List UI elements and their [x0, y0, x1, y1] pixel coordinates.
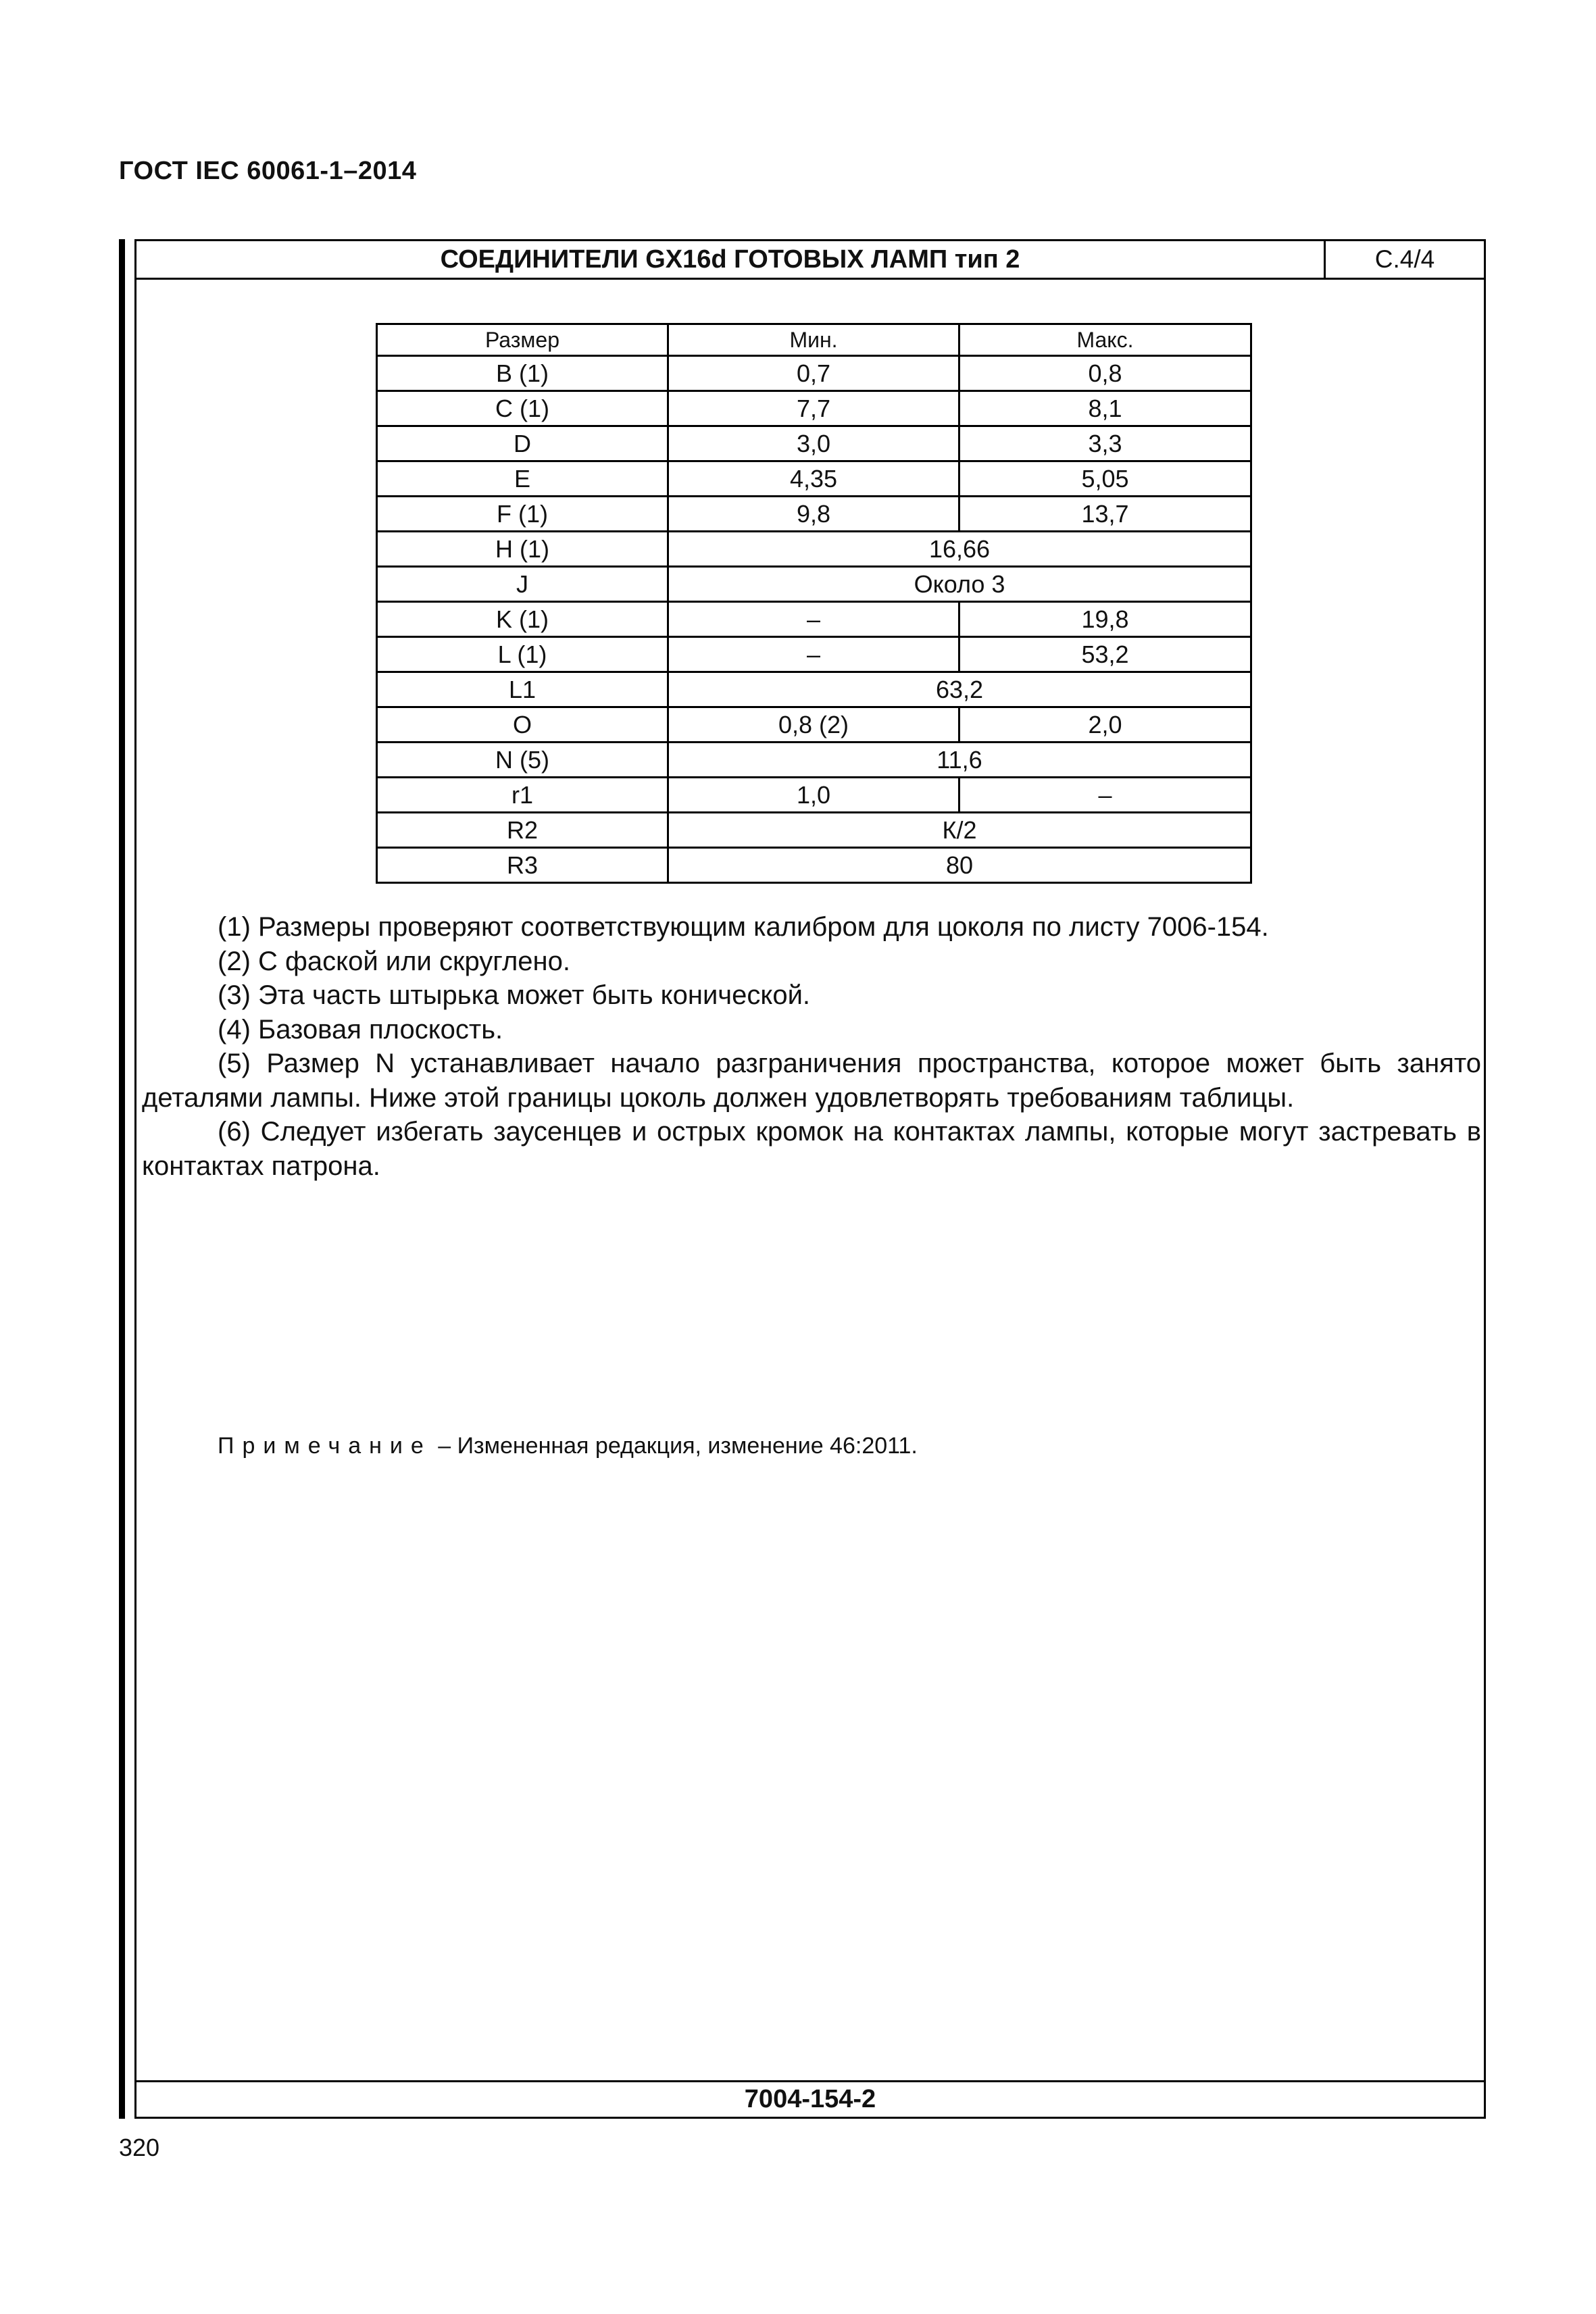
table-row — [377, 602, 1251, 637]
cell-max: 19,8 — [959, 602, 1251, 637]
table-row — [377, 497, 1251, 532]
column-header-max: Макс. — [959, 324, 1251, 356]
cell-dimension: H (1) — [377, 532, 668, 567]
table-row — [377, 426, 1251, 461]
sheet-reference: С.4/4 — [1374, 245, 1435, 273]
cell-max: – — [959, 778, 1251, 813]
cell-max: 3,3 — [959, 426, 1251, 461]
cell-dimension: N (5) — [377, 743, 668, 778]
footnote: (4) Базовая плоскость. — [218, 1014, 503, 1045]
table-row — [377, 672, 1251, 707]
table-row — [377, 813, 1251, 848]
remark-note — [218, 1432, 918, 1459]
footnote: (3) Эта часть штырька может быть конической. — [218, 980, 811, 1010]
cell-max: 13,7 — [959, 497, 1251, 532]
cell-min: 0,7 — [668, 356, 959, 391]
cell-value: 11,6 — [668, 743, 1251, 778]
cell-value: К/2 — [668, 813, 1251, 848]
sheet-frame — [134, 239, 1486, 2119]
footnotes — [142, 910, 1481, 1183]
cell-max: 5,05 — [959, 461, 1251, 497]
cell-min: 9,8 — [668, 497, 959, 532]
cell-dimension: L (1) — [377, 637, 668, 672]
remark-text: – Измененная редакция, изменение 46:2011. — [431, 1433, 918, 1459]
cell-value: 63,2 — [668, 672, 1251, 707]
cell-max: 2,0 — [959, 707, 1251, 743]
change-bar — [119, 239, 125, 2119]
table-row — [377, 778, 1251, 813]
cell-dimension: L1 — [377, 672, 668, 707]
page-number: 320 — [119, 2134, 160, 2161]
cell-max: 53,2 — [959, 637, 1251, 672]
cell-min: 7,7 — [668, 391, 959, 426]
column-header-size: Размер — [377, 324, 668, 356]
cell-dimension: R3 — [377, 848, 668, 883]
cell-dimension: C (1) — [377, 391, 668, 426]
cell-dimension: B (1) — [377, 356, 668, 391]
cell-value: Около 3 — [668, 567, 1251, 602]
cell-dimension: r1 — [377, 778, 668, 813]
table-row — [377, 567, 1251, 602]
footnote: (6) Следует избегать заусенцев и острых кромок на контактах лампы, которые могут застревать в контактах патрона. — [142, 1117, 1481, 1181]
cell-min: – — [668, 637, 959, 672]
dimensions-table — [376, 323, 1252, 884]
table-row — [377, 532, 1251, 567]
table-row — [377, 707, 1251, 743]
cell-max: 8,1 — [959, 391, 1251, 426]
remark-label: Примечание — [218, 1433, 432, 1459]
footnote: (5) Размер N устанавливает начало разграничения пространства, которое может быть занято деталями лампы. Ниже этой границы цоколь должен удовлетворять требованиям таблицы. — [142, 1049, 1481, 1113]
cell-value: 16,66 — [668, 532, 1251, 567]
standard-designation: ГОСТ IEC 60061-1–2014 — [119, 157, 417, 185]
column-header-min: Мин. — [668, 324, 959, 356]
cell-dimension: K (1) — [377, 602, 668, 637]
cell-min: 3,0 — [668, 426, 959, 461]
sheet-header — [136, 241, 1484, 280]
footnote: (2) С фаской или скруглено. — [218, 946, 570, 976]
cell-dimension: J — [377, 567, 668, 602]
cell-dimension: F (1) — [377, 497, 668, 532]
cell-dimension: E — [377, 461, 668, 497]
cell-dimension: O — [377, 707, 668, 743]
cell-min: 4,35 — [668, 461, 959, 497]
table-header-row — [377, 324, 1251, 356]
sheet-code: 7004-154-2 — [136, 2080, 1484, 2117]
sheet-title: СОЕДИНИТЕЛИ GX16d ГОТОВЫХ ЛАМП тип 2 — [136, 241, 1326, 278]
cell-min: – — [668, 602, 959, 637]
table-row — [377, 848, 1251, 883]
table-row — [377, 391, 1251, 426]
table-row — [377, 356, 1251, 391]
cell-dimension: D — [377, 426, 668, 461]
table-row — [377, 461, 1251, 497]
cell-min: 0,8 (2) — [668, 707, 959, 743]
cell-min: 1,0 — [668, 778, 959, 813]
footnote: (1) Размеры проверяют соответствующим калибром для цоколя по листу 7006-154. — [218, 912, 1269, 942]
cell-value: 80 — [668, 848, 1251, 883]
cell-max: 0,8 — [959, 356, 1251, 391]
table-row — [377, 743, 1251, 778]
table-row — [377, 637, 1251, 672]
cell-dimension: R2 — [377, 813, 668, 848]
